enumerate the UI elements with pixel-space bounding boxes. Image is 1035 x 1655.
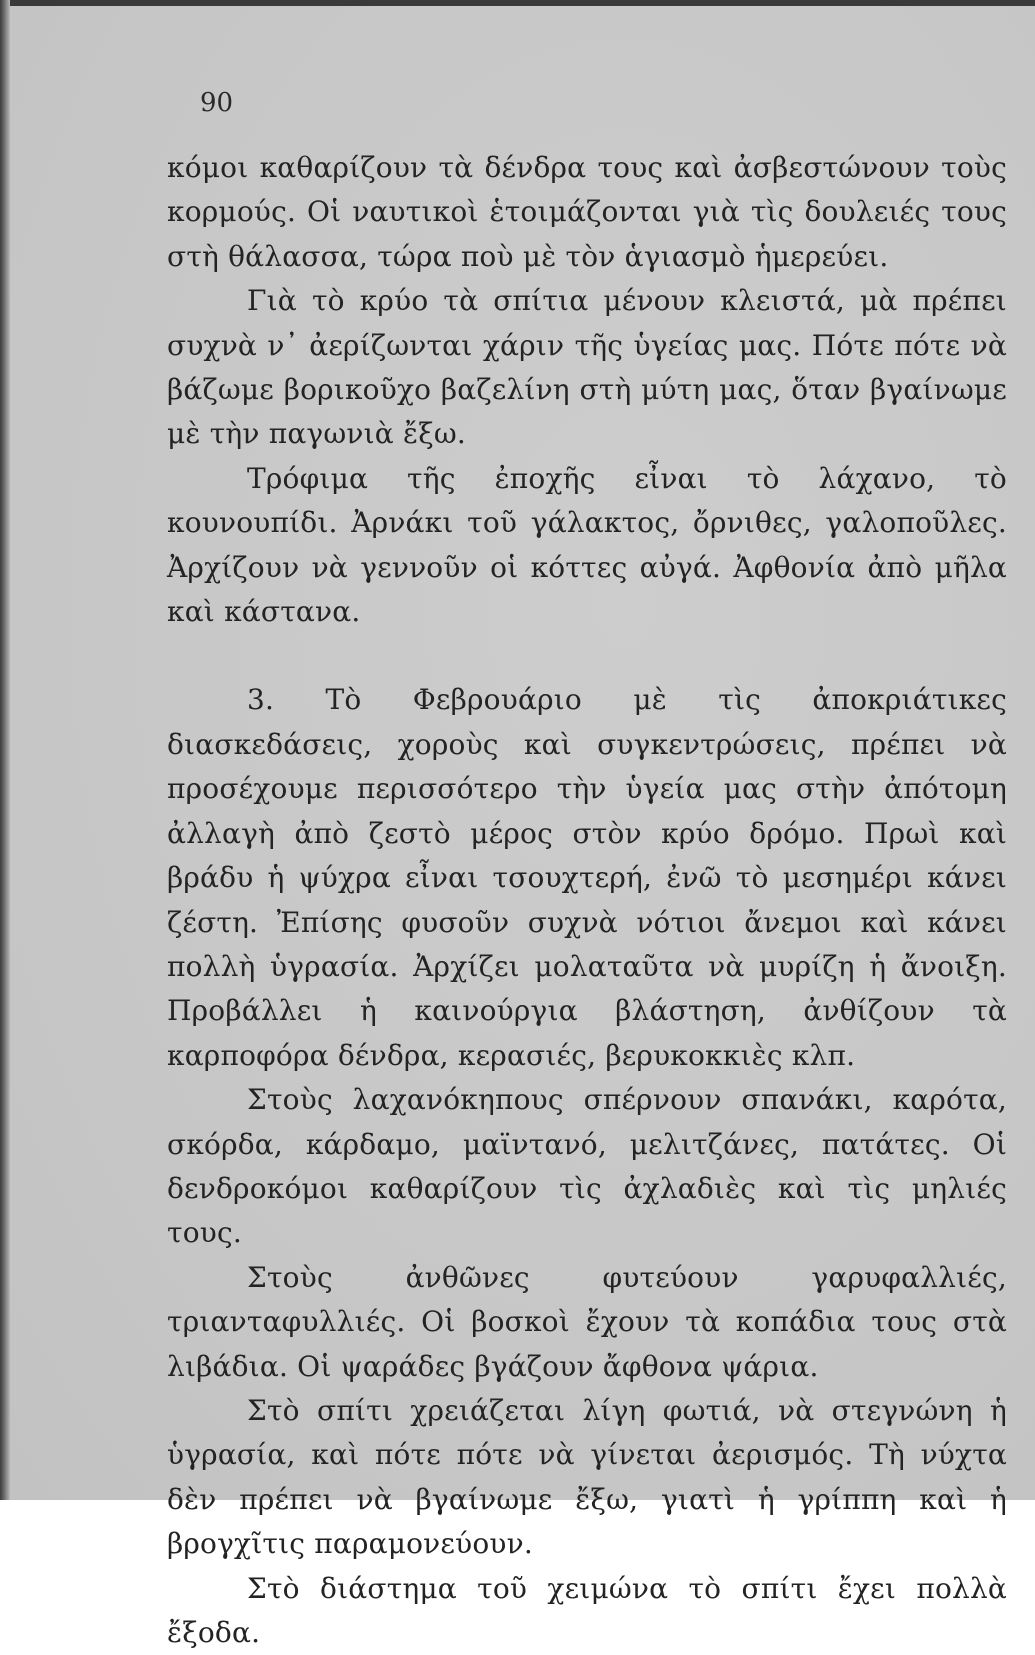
body-text — [167, 146, 1007, 1655]
paragraph: Γιὰ τὸ κρύο τὰ σπίτια μένουν κλειστά, μὰ πρέπει συχνὰ ν᾽ ἀερίζωνται χάριν τῆς ὑγείας μας. Πότε πότε νὰ βάζωμε βορικοῦχο βαζελίνη στὴ μύτη μας, ὅταν βγαίνωμε μὲ τὴν παγωνιὰ ἔξω. — [167, 284, 1007, 451]
paragraph: Στοὺς ἀνθῶνες φυτεύουν γαρυφαλλιές, τριανταφυλλιές. Οἱ βοσκοὶ ἔχουν τὰ κοπάδια τους στὰ λιβάδια. Οἱ ψαράδες βγάζουν ἄφθονα ψάρια. — [167, 1260, 1007, 1383]
section-3-paragraph: 3. Τὸ Φεβρουάριο μὲ τὶς ἀποκριάτικες διασκεδάσεις, χοροὺς καὶ συγκεντρώσεις, πρέπει νὰ προσέχουμε περισσότερο τὴν ὑγεία μας στὴν ἀπότομη ἀλλαγὴ ἀπὸ ζεστὸ μέρος στὸν κρύο δρόμο. Πρωὶ καὶ βράδυ ἡ ψύχρα εἶναι τσουχτερή, ἐνῶ τὸ μεσημέρι κάνει ζέστη. Ἐπίσης φυσοῦν συχνὰ νότιοι ἄνεμοι καὶ κάνει πολλὴ ὑγρασία. Ἀρχίζει μολαταῦτα νὰ μυρίζη ἡ ἄνοιξη. Προβάλλει ἡ καινούργια βλάστηση, ἀνθίζουν τὰ καρποφόρα δένδρα, κερασιές, βερυκοκκιὲς κλπ. — [167, 683, 1007, 1072]
page-number: 90 — [200, 88, 234, 118]
paragraph: Στὸ διάστημα τοῦ χειμώνα τὸ σπίτι ἔχει πολλὰ ἔξοδα. — [167, 1571, 1007, 1649]
book-page — [10, 6, 1035, 1649]
book-spine-shadow — [0, 0, 10, 1500]
paragraph: Τρόφιμα τῆς ἐποχῆς εἶναι τὸ λάχανο, τὸ κουνουπίδι. Ἀρνάκι τοῦ γάλακτος, ὄρνιθες, γαλοποῦλες. Ἀρχίζουν νὰ γεννοῦν οἱ κόττες αὐγά. Ἀφθονία ἀπὸ μῆλα καὶ κάστανα. — [167, 461, 1007, 629]
paragraph: Στοὺς λαχανόκηπους σπέρνουν σπανάκι, καρότα, σκόρδα, κάρδαμο, μαϊντανό, μελιτζάνες, πατάτες. Οἱ δενδροκόμοι καθαρίζουν τὶς ἀχλαδιὲς καὶ τὶς μηλιές τους. — [167, 1083, 1007, 1250]
paragraph: Στὸ σπίτι χρειάζεται λίγη φωτιά, νὰ στεγνώνη ἡ ὑγρασία, καὶ πότε πότε νὰ γίνεται ἀερισμός. Τὴ νύχτα δὲν πρέπει νὰ βγαίνωμε ἔξω, γιατὶ ἡ γρίππη καὶ ἡ βρογχῖτις παραμονεύουν. — [167, 1393, 1007, 1561]
paragraph: κόμοι καθαρίζουν τὰ δένδρα τους καὶ ἀσβεστώνουν τοὺς κορμούς. Οἱ ναυτικοὶ ἑτοιμάζονται γιὰ τὶς δουλειές τους στὴ θάλασσα, τώρα ποὺ μὲ τὸν ἁγιασμὸ ἡμερεύει. — [167, 151, 1007, 273]
